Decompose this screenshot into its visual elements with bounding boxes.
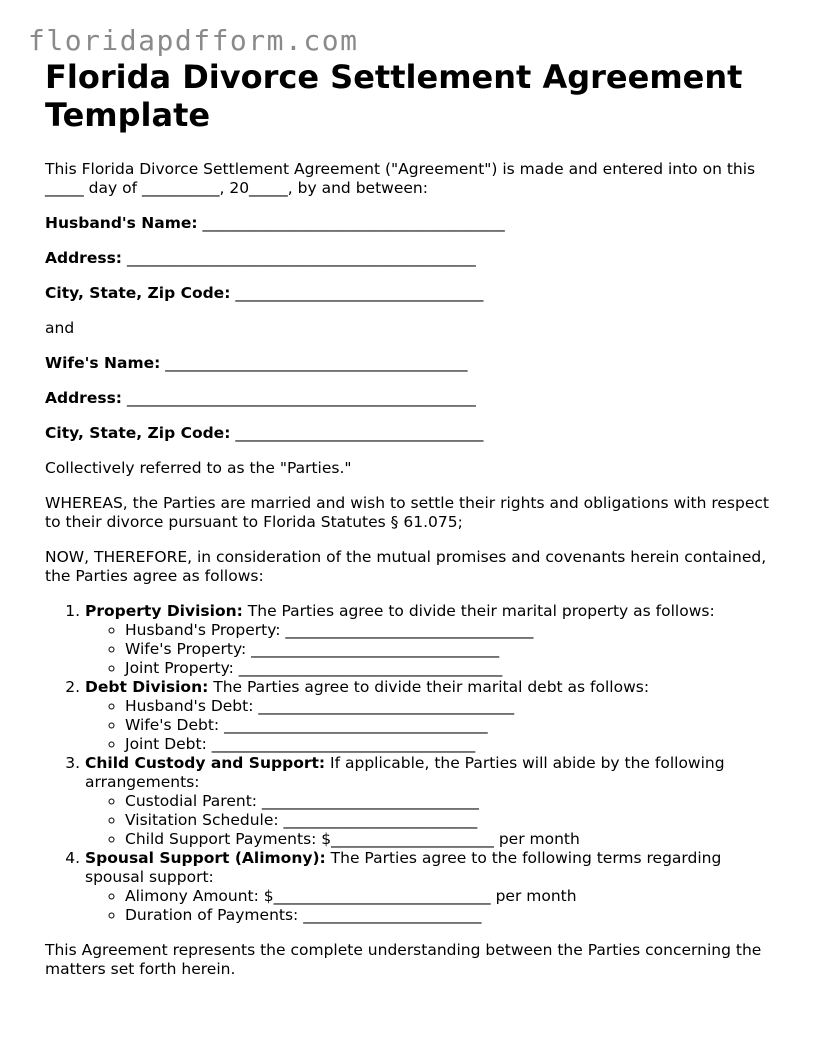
list-item: ◦ Joint Property: __________________________________ xyxy=(125,659,785,678)
list-item: ◦ Joint Debt: __________________________________ xyxy=(125,735,785,754)
list-item: ◦ Husband's Debt: _________________________________ xyxy=(125,697,785,716)
sub-list xyxy=(85,792,785,849)
sub-list xyxy=(85,887,785,925)
watermark: floridapdfform.com xyxy=(28,24,359,57)
section-heading: Spousal Support (Alimony): xyxy=(85,849,326,867)
list-item: ◦ Duration of Payments: _______________________ xyxy=(125,906,785,925)
wife-name-field xyxy=(45,354,785,373)
wife-name-label: Wife's Name: xyxy=(45,354,161,372)
wife-city-label: City, State, Zip Code: xyxy=(45,424,231,442)
sub-list xyxy=(85,621,785,678)
husband-address-blank: _____________________________________________ xyxy=(126,249,476,267)
section-property xyxy=(85,602,785,678)
list-item: ◦ Husband's Property: ________________________________ xyxy=(125,621,785,640)
wife-city-field xyxy=(45,424,785,443)
section-text: The Parties agree to the following terms regarding spousal support: xyxy=(85,849,722,886)
husband-city-field xyxy=(45,284,785,303)
list-item: ◦ Child Support Payments: $_____________________ per month xyxy=(125,830,785,849)
section-heading: Child Custody and Support: xyxy=(85,754,326,772)
and-text: and xyxy=(45,319,75,337)
page-title: Florida Divorce Settlement Agreement Template xyxy=(45,58,743,134)
whereas-paragraph: WHEREAS, the Parties are married and wish to settle their rights and obligations with respect to their divorce pursuant to Florida Statutes § 61.075; xyxy=(45,494,769,531)
wife-address-field xyxy=(45,389,785,408)
husband-name-field xyxy=(45,214,785,233)
list-item: ◦ Wife's Debt: __________________________________ xyxy=(125,716,785,735)
section-debt xyxy=(85,678,785,754)
section-text: The Parties agree to divide their marital property as follows: xyxy=(242,602,715,620)
list-item: ◦ Alimony Amount: $____________________________ per month xyxy=(125,887,785,906)
document-page xyxy=(45,58,785,979)
section-child-custody xyxy=(85,754,785,849)
list-item: ◦ Custodial Parent: ____________________________ xyxy=(125,792,785,811)
wife-address-label: Address: xyxy=(45,389,122,407)
collectively-paragraph: Collectively referred to as the "Parties." xyxy=(45,459,352,477)
husband-name-label: Husband's Name: xyxy=(45,214,198,232)
husband-city-label: City, State, Zip Code: xyxy=(45,284,231,302)
section-text: The Parties agree to divide their marital debt as follows: xyxy=(208,678,650,696)
section-text: If applicable, the Parties will abide by the following arrangements: xyxy=(85,754,725,791)
list-item: ◦ Visitation Schedule: _________________________ xyxy=(125,811,785,830)
wife-city-blank: ________________________________ xyxy=(235,424,484,442)
husband-name-blank: _______________________________________ xyxy=(202,214,505,232)
wife-address-blank: _____________________________________________ xyxy=(126,389,476,407)
now-therefore-paragraph: NOW, THEREFORE, in consideration of the mutual promises and covenants herein contained, the Parties agree as follows: xyxy=(45,548,767,585)
sub-list xyxy=(85,697,785,754)
closing-paragraph: This Agreement represents the complete understanding between the Parties concerning the matters set forth herein. xyxy=(45,941,762,978)
list-item: ◦ Wife's Property: ________________________________ xyxy=(125,640,785,659)
husband-city-blank: ________________________________ xyxy=(235,284,484,302)
wife-name-blank: _______________________________________ xyxy=(165,354,468,372)
section-heading: Debt Division: xyxy=(85,678,209,696)
section-heading: Property Division: xyxy=(85,602,243,620)
sections-list xyxy=(45,602,785,925)
husband-address-field xyxy=(45,249,785,268)
intro-paragraph: This Florida Divorce Settlement Agreement ("Agreement") is made and entered into on this _____ day of __________, 20_____, by and between: xyxy=(45,160,756,197)
husband-address-label: Address: xyxy=(45,249,122,267)
section-spousal-support xyxy=(85,849,785,925)
